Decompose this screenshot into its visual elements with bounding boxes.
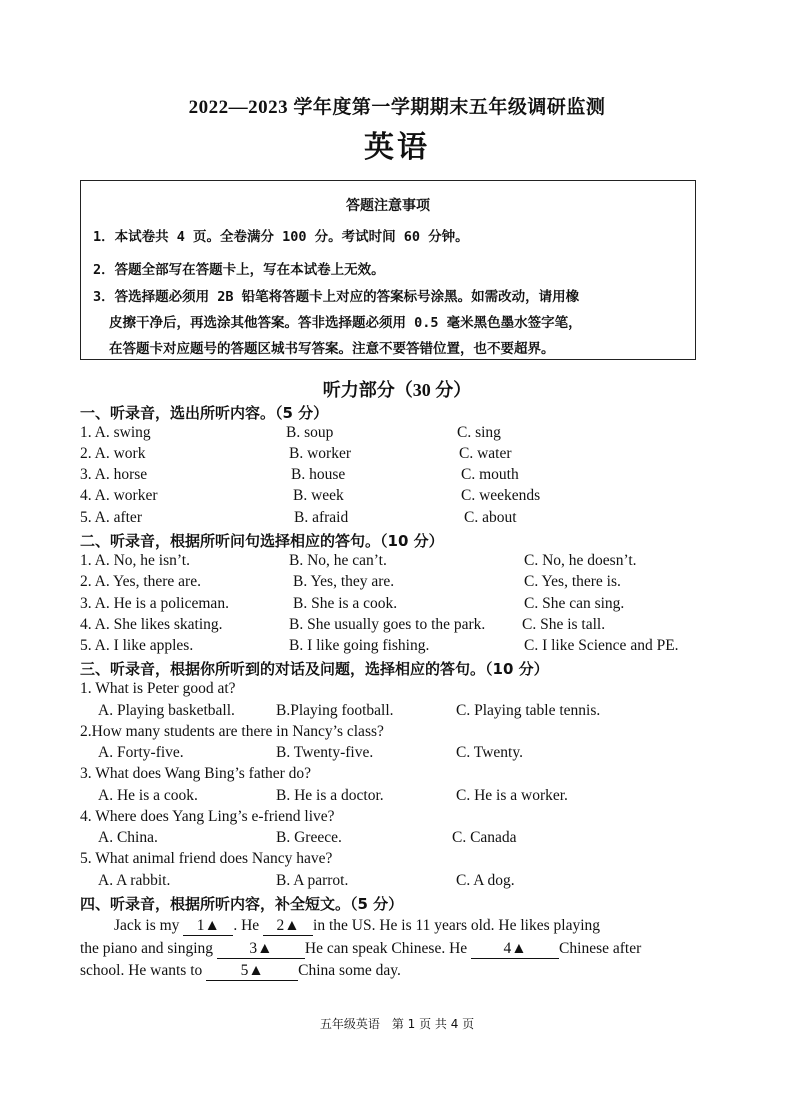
table-row xyxy=(80,509,720,531)
passage-text: in the US. He is 11 years old. He likes playing xyxy=(313,917,601,934)
option-a: 1. A. swing xyxy=(80,424,151,441)
blank-4: 4▲ xyxy=(471,940,559,959)
option-b: B. She usually goes to the park. xyxy=(289,616,486,633)
blank-3: 3▲ xyxy=(217,940,305,959)
table-row xyxy=(80,702,720,724)
option-a: 5. A. after xyxy=(80,509,142,526)
table-row xyxy=(80,787,720,809)
option-c: C. about xyxy=(464,509,517,526)
option-b: B. Twenty-five. xyxy=(276,744,374,761)
option-b: B. soup xyxy=(286,424,334,441)
passage-line-3 xyxy=(80,962,401,981)
option-b: B. Greece. xyxy=(276,829,342,846)
listening-section-title: 听力部分（30 分） xyxy=(322,380,472,400)
notice-line-2: 2．答题全部写在答题卡上，写在本试卷上无效。 xyxy=(93,262,385,278)
passage-line-1 xyxy=(114,917,600,936)
table-row xyxy=(80,552,720,574)
notice-title: 答题注意事项 xyxy=(346,198,430,214)
option-c: C. He is a worker. xyxy=(456,787,568,804)
passage-text: Jack is my xyxy=(114,917,180,934)
option-a: A. Playing basketball. xyxy=(98,702,235,719)
passage-line-2 xyxy=(80,940,641,959)
option-c: C. Playing table tennis. xyxy=(456,702,601,719)
option-b: B. afraid xyxy=(294,509,349,526)
option-a: 5. A. I like apples. xyxy=(80,637,194,654)
table-row xyxy=(80,445,720,467)
exam-title: 2022—2023 学年度第一学期期末五年级调研监测 xyxy=(188,97,606,118)
table-row xyxy=(80,424,720,446)
question-text: 1. What is Peter good at? xyxy=(80,680,236,697)
subject-title: 英语 xyxy=(364,131,430,164)
passage-text: . He xyxy=(233,917,260,934)
part1-heading: 一、听录音，选出所听内容。（5 分） xyxy=(80,404,329,422)
passage-text: school. He wants to xyxy=(80,962,203,979)
option-a: 4. A. She likes skating. xyxy=(80,616,223,633)
notice-box xyxy=(80,180,696,360)
notice-line-4: 皮擦干净后，再选涂其他答案。答非选择题必须用 0.5 毫米黑色墨水签字笔， xyxy=(109,315,582,331)
part2-heading: 二、听录音，根据所听问句选择相应的答句。（10 分） xyxy=(80,532,444,550)
option-b: B. She is a cook. xyxy=(293,595,398,612)
question-text: 4. Where does Yang Ling’s e-friend live? xyxy=(80,808,335,825)
table-row xyxy=(80,744,720,766)
option-a: A. A rabbit. xyxy=(98,872,171,889)
option-c: C. She can sing. xyxy=(524,595,625,612)
blank-1: 1▲ xyxy=(183,917,233,936)
option-b: B.Playing football. xyxy=(276,702,394,719)
notice-line-3: 3．答选择题必须用 2B 铅笔将答题卡上对应的答案标号涂黑。如需改动，请用橡 xyxy=(93,289,580,305)
option-c: C. mouth xyxy=(461,466,519,483)
page-footer: 五年级英语 第 1 页 共 4 页 xyxy=(319,1017,475,1031)
option-a: 3. A. horse xyxy=(80,466,148,483)
option-a: 3. A. He is a policeman. xyxy=(80,595,229,612)
table-row xyxy=(80,829,720,851)
option-b: B. house xyxy=(291,466,346,483)
question-text: 2.How many students are there in Nancy’s class? xyxy=(80,723,384,740)
option-a: 2. A. work xyxy=(80,445,146,462)
option-b: B. He is a doctor. xyxy=(276,787,384,804)
table-row xyxy=(80,616,720,638)
table-row xyxy=(80,595,720,617)
option-a: A. He is a cook. xyxy=(98,787,198,804)
part3-heading: 三、听录音，根据你所听到的对话及问题，选择相应的答句。（10 分） xyxy=(80,660,549,678)
table-row xyxy=(80,872,720,894)
option-a: 2. A. Yes, there are. xyxy=(80,573,201,590)
blank-5: 5▲ xyxy=(206,962,298,981)
option-c: C. I like Science and PE. xyxy=(524,637,679,654)
part4-heading: 四、听录音，根据所听内容，补全短文。（5 分） xyxy=(80,895,404,913)
option-b: B. A parrot. xyxy=(276,872,349,889)
table-row xyxy=(80,573,720,595)
option-b: B. Yes, they are. xyxy=(293,573,395,590)
question-text: 5. What animal friend does Nancy have? xyxy=(80,850,333,867)
passage-text: China some day. xyxy=(298,962,401,979)
option-c: C. sing xyxy=(457,424,501,441)
option-c: C. Twenty. xyxy=(456,744,523,761)
passage-text: Chinese after xyxy=(559,940,642,957)
passage-text: He can speak Chinese. He xyxy=(304,940,468,957)
notice-line-1: 1．本试卷共 4 页。全卷满分 100 分。考试时间 60 分钟。 xyxy=(93,229,469,245)
option-c: C. weekends xyxy=(461,487,541,504)
option-a: A. Forty-five. xyxy=(98,744,184,761)
passage-text: the piano and singing xyxy=(80,940,214,957)
option-a: A. China. xyxy=(98,829,158,846)
option-b: B. worker xyxy=(289,445,351,462)
option-c: C. No, he doesn’t. xyxy=(524,552,637,569)
option-b: B. No, he can’t. xyxy=(289,552,387,569)
option-a: 1. A. No, he isn’t. xyxy=(80,552,190,569)
option-c: C. She is tall. xyxy=(522,616,606,633)
option-c: C. Yes, there is. xyxy=(524,573,621,590)
question-text: 3. What does Wang Bing’s father do? xyxy=(80,765,312,782)
option-c: C. A dog. xyxy=(456,872,515,889)
notice-line-5: 在答题卡对应题号的答题区城书写答案。注意不要答错位置，也不要超界。 xyxy=(109,341,555,357)
table-row xyxy=(80,487,720,509)
option-c: C. Canada xyxy=(452,829,517,846)
option-c: C. water xyxy=(459,445,512,462)
option-b: B. I like going fishing. xyxy=(289,637,430,654)
table-row xyxy=(80,466,720,488)
blank-2: 2▲ xyxy=(263,917,313,936)
option-a: 4. A. worker xyxy=(80,487,158,504)
table-row xyxy=(80,637,720,659)
option-b: B. week xyxy=(293,487,344,504)
